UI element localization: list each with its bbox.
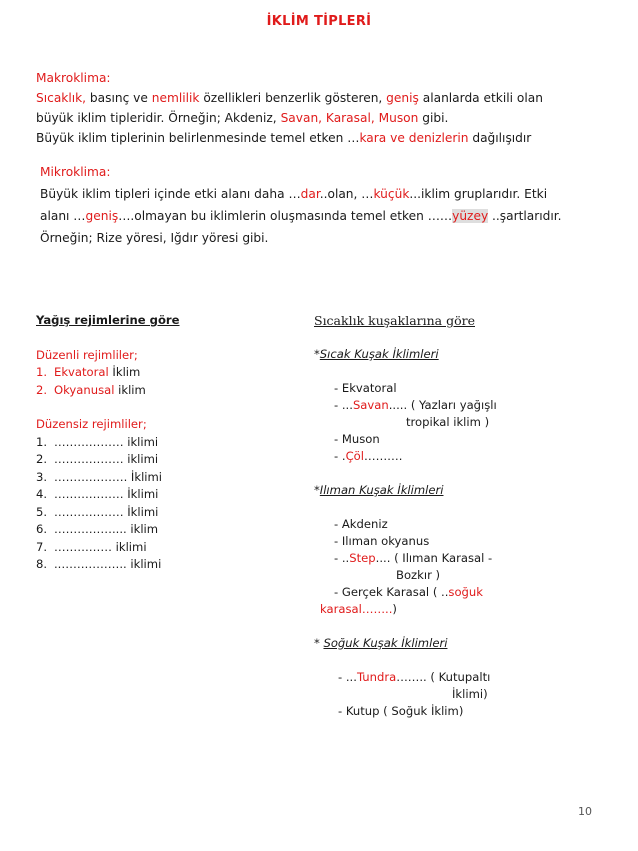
list-item: 7. …………… iklimi xyxy=(36,539,147,554)
list-item: - Akdeniz xyxy=(334,517,388,531)
hot-zone-title: *Sıcak Kuşak İklimleri xyxy=(314,347,439,361)
list-item-continuation: İklimi) xyxy=(452,687,488,701)
precipitation-regime-column xyxy=(36,312,291,574)
list-item: 2. Okyanusal iklim xyxy=(36,382,146,397)
precipitation-heading: Yağış rejimlerine göre xyxy=(36,313,180,327)
macroclimate-line-1: Sıcaklık, basınç ve nemlilik özellikleri benzerlik gösteren, geniş alanlarda etkili olan xyxy=(36,91,543,105)
list-item: - ...Tundra…….. ( Kutupaltı xyxy=(338,670,491,684)
list-item: 5. ……………… İklimi xyxy=(36,504,159,519)
cold-zone-title: * Soğuk Kuşak İklimleri xyxy=(314,636,448,650)
list-item-continuation: tropikal iklim ) xyxy=(406,415,490,429)
macroclimate-line-2: büyük iklim tipleridir. Örneğin; Akdeniz, Savan, Karasal, Muson gibi. xyxy=(36,111,449,125)
macroclimate-section xyxy=(36,68,611,148)
list-item: 1. Ekvatoral İklim xyxy=(36,365,141,379)
list-item: 6. …………….... iklim xyxy=(36,522,159,536)
microclimate-section xyxy=(36,161,598,249)
list-item-continuation: karasal……..) xyxy=(320,602,397,616)
list-item-continuation: Bozkır ) xyxy=(396,568,441,582)
list-item: - Ekvatoral xyxy=(334,381,397,395)
list-item: 2. ……………… iklimi xyxy=(36,452,159,466)
list-item: 3. ………………. İklimi xyxy=(36,469,163,484)
list-item: - Kutup ( Soğuk İklim) xyxy=(338,704,464,718)
macroclimate-line-3: Büyük iklim tiplerinin belirlenmesinde temel etken …kara ve denizlerin dağılışıdır xyxy=(36,131,532,145)
microclimate-label: Mikroklima: xyxy=(40,165,111,179)
page-title: İKLİM TİPLERİ xyxy=(266,14,372,29)
page-number: 10 xyxy=(578,805,592,818)
list-item: - Muson xyxy=(334,432,380,446)
list-item: - ..Step.... ( Ilıman Karasal - xyxy=(334,551,493,565)
list-item: 1. ……………… iklimi xyxy=(36,434,159,449)
temperature-heading: Sıcaklık kuşaklarına göre xyxy=(314,313,475,328)
microclimate-line-1: Büyük iklim tipleri içinde etki alanı daha …dar..olan, …küçük...iklim gruplarıdır. Etki xyxy=(40,187,548,201)
macroclimate-label: Makroklima: xyxy=(36,71,111,85)
irregular-regime-title: Düzensiz rejimliler; xyxy=(36,417,147,431)
temperature-zone-column xyxy=(314,312,614,720)
list-item: 4. ……………… İklimi xyxy=(36,487,159,501)
list-item: 8. ..…………….. iklimi xyxy=(36,557,162,571)
temperate-zone-title: *Ilıman Kuşak İklimleri xyxy=(314,483,444,497)
microclimate-line-3: Örneğin; Rize yöresi, Iğdır yöresi gibi. xyxy=(40,231,269,245)
list-item: - Gerçek Karasal ( ..soğuk xyxy=(334,585,483,599)
microclimate-line-2: alanı …geniş….olmayan bu iklimlerin oluşmasında temel etken ……yüzey ..şartlarıdır. xyxy=(40,209,562,223)
regular-regime-title: Düzenli rejimliler; xyxy=(36,347,138,362)
list-item: - ...Savan..... ( Yazları yağışlı xyxy=(334,398,497,412)
list-item: - Ilıman okyanus xyxy=(334,534,430,548)
list-item: - .Çöl………. xyxy=(334,449,403,463)
highlighted-answer: yüzey xyxy=(452,209,489,223)
